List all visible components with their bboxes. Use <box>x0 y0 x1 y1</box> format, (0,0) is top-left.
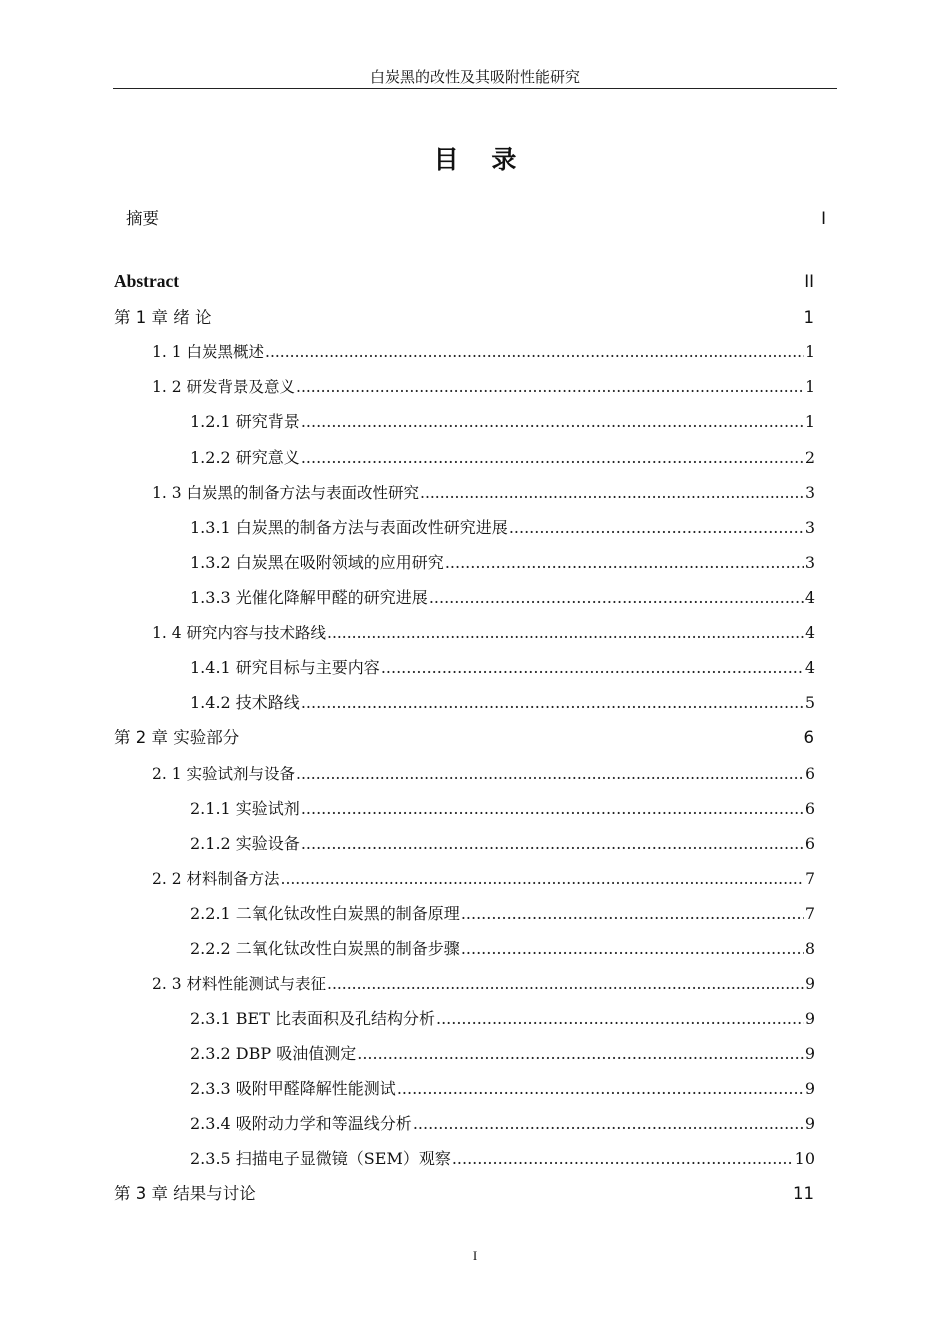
toc-leader-dots <box>301 446 804 470</box>
toc-entry-label: 2. 2 材料制备方法 <box>152 870 280 888</box>
toc-entry-label: 1.3.2 白炭黑在吸附领域的应用研究 <box>190 553 444 572</box>
toc-entry-page: 3 <box>804 518 815 537</box>
toc-leader-dots <box>281 867 805 891</box>
toc-entry-label: 2.3.2 DBP 吸油值测定 <box>190 1044 357 1063</box>
toc-entry-abstract-en[interactable] <box>114 269 814 293</box>
toc-entry-label: 1. 4 研究内容与技术路线 <box>152 624 327 642</box>
toc-entry-label: 摘要 <box>126 209 159 228</box>
toc-entry-page: I <box>821 209 826 228</box>
toc-entry-label: 第 3 章 结果与讨论 <box>114 1184 256 1203</box>
toc-entry-2-3-4[interactable] <box>190 1112 815 1136</box>
toc-entry-2-2-2[interactable] <box>190 937 815 961</box>
toc-entry-1-4-1[interactable] <box>190 656 815 680</box>
toc-entry-1-3-1[interactable] <box>190 516 815 540</box>
toc-entry-label: 1. 1 白炭黑概述 <box>152 343 265 361</box>
toc-entry-label: 2.3.4 吸附动力学和等温线分析 <box>190 1114 412 1133</box>
toc-entry-page: 1 <box>803 308 814 327</box>
toc-entry-1-2-1[interactable] <box>190 410 815 434</box>
toc-entry-label: Abstract <box>114 271 180 291</box>
toc-leader-dots <box>301 410 804 434</box>
toc-entry-page: 3 <box>804 553 815 572</box>
toc-leader-dots <box>429 586 804 610</box>
toc-entry-page: 6 <box>804 799 815 818</box>
toc-entry-page: II <box>804 272 814 291</box>
toc-leader-dots <box>509 516 804 540</box>
toc-entry-label: 第 2 章 实验部分 <box>114 728 240 747</box>
toc-entry-label: 2.1.2 实验设备 <box>190 834 300 853</box>
toc-leader-dots <box>452 1147 794 1171</box>
toc-entry-page: 1 <box>804 412 815 431</box>
toc-entry-page: 8 <box>804 939 815 958</box>
toc-entry-label: 2. 1 实验试剂与设备 <box>152 765 296 783</box>
toc-entry-1-2[interactable] <box>152 375 815 399</box>
toc-entry-page: 4 <box>805 624 815 642</box>
toc-entry-page: 6 <box>803 728 814 747</box>
toc-entry-chapter-2[interactable] <box>114 726 814 750</box>
toc-entry-page: 6 <box>805 765 815 783</box>
toc-entry-label: 1. 3 白炭黑的制备方法与表面改性研究 <box>152 484 420 502</box>
toc-leader-dots <box>381 656 804 680</box>
toc-entry-label: 第 1 章 绪 论 <box>114 308 212 327</box>
toc-entry-page: 10 <box>794 1149 815 1168</box>
toc-entry-label: 1.2.2 研究意义 <box>190 448 300 467</box>
toc-entry-page: 5 <box>804 693 815 712</box>
toc-entry-label: 2.2.1 二氧化钛改性白炭黑的制备原理 <box>190 904 460 923</box>
toc-entry-page: 7 <box>804 904 815 923</box>
toc-entry-label: 1. 2 研发背景及意义 <box>152 378 296 396</box>
toc-entry-page: 1 <box>805 378 815 396</box>
toc-entry-page: 9 <box>804 1114 815 1133</box>
toc-leader-dots <box>445 551 804 575</box>
toc-entry-page: 6 <box>804 834 815 853</box>
toc-entry-label: 2.3.3 吸附甲醛降解性能测试 <box>190 1079 396 1098</box>
toc-leader-dots <box>357 1042 804 1066</box>
toc-entry-chapter-3[interactable] <box>114 1182 814 1206</box>
toc-leader-dots <box>327 972 804 996</box>
toc-entry-label: 1.4.2 技术路线 <box>190 693 300 712</box>
toc-entry-1-4[interactable] <box>152 621 815 645</box>
toc-entry-abstract-cn[interactable] <box>126 207 826 231</box>
toc-entry-label: 2. 3 材料性能测试与表征 <box>152 975 327 993</box>
toc-leader-dots <box>461 902 804 926</box>
toc-entry-2-1-1[interactable] <box>190 797 815 821</box>
toc-leader-dots <box>296 375 804 399</box>
toc-entry-2-3-1[interactable] <box>190 1007 815 1031</box>
toc-leader-dots <box>436 1007 804 1031</box>
toc-entry-2-3-2[interactable] <box>190 1042 815 1066</box>
toc-entry-label: 1.4.1 研究目标与主要内容 <box>190 658 380 677</box>
toc-entry-2-2[interactable] <box>152 867 815 891</box>
toc-entry-chapter-1[interactable] <box>114 306 814 330</box>
toc-entry-page: 4 <box>804 588 815 607</box>
toc-leader-dots <box>461 937 804 961</box>
toc-entry-label: 2.1.1 实验试剂 <box>190 799 300 818</box>
toc-entry-1-3[interactable] <box>152 481 815 505</box>
toc-leader-dots <box>420 481 804 505</box>
toc-entry-label: 1.3.1 白炭黑的制备方法与表面改性研究进展 <box>190 518 508 537</box>
toc-entry-2-1[interactable] <box>152 762 815 786</box>
toc-leader-dots <box>301 691 804 715</box>
toc-leader-dots <box>265 340 804 364</box>
running-header: 白炭黑的改性及其吸附性能研究 <box>113 66 837 89</box>
toc-entry-page: 9 <box>804 1009 815 1028</box>
toc-title: 目 录 <box>433 145 529 174</box>
toc-leader-dots <box>296 762 804 786</box>
toc-entry-label: 1.2.1 研究背景 <box>190 412 300 431</box>
toc-entry-2-3-5[interactable] <box>190 1147 815 1171</box>
page-number: I <box>472 1248 478 1263</box>
toc-entry-label: 1.3.3 光催化降解甲醛的研究进展 <box>190 588 428 607</box>
toc-entry-2-2-1[interactable] <box>190 902 815 926</box>
toc-entry-label: 2.2.2 二氧化钛改性白炭黑的制备步骤 <box>190 939 460 958</box>
toc-entry-page: 3 <box>805 484 815 502</box>
toc-entry-2-3-3[interactable] <box>190 1077 815 1101</box>
toc-entry-1-3-3[interactable] <box>190 586 815 610</box>
toc-entry-2-1-2[interactable] <box>190 832 815 856</box>
toc-entry-page: 7 <box>805 870 815 888</box>
toc-entry-label: 2.3.1 BET 比表面积及孔结构分析 <box>190 1009 435 1028</box>
toc-entry-1-4-2[interactable] <box>190 691 815 715</box>
toc-entry-page: 4 <box>804 658 815 677</box>
toc-leader-dots <box>301 832 804 856</box>
toc-leader-dots <box>413 1112 804 1136</box>
toc-leader-dots <box>301 797 804 821</box>
toc-entry-page: 9 <box>805 975 815 993</box>
toc-entry-page: 11 <box>793 1184 814 1203</box>
toc-entry-1-2-2[interactable] <box>190 446 815 470</box>
toc-entry-label: 2.3.5 扫描电子显微镜（SEM）观察 <box>190 1149 451 1168</box>
toc-entry-1-3-2[interactable] <box>190 551 815 575</box>
toc-leader-dots <box>397 1077 804 1101</box>
toc-entry-page: 2 <box>804 448 815 467</box>
toc-leader-dots <box>327 621 804 645</box>
toc-entry-1-1[interactable] <box>152 340 815 364</box>
toc-entry-2-3[interactable] <box>152 972 815 996</box>
toc-entry-page: 1 <box>805 343 815 361</box>
toc-entry-page: 9 <box>804 1044 815 1063</box>
toc-entry-page: 9 <box>804 1079 815 1098</box>
